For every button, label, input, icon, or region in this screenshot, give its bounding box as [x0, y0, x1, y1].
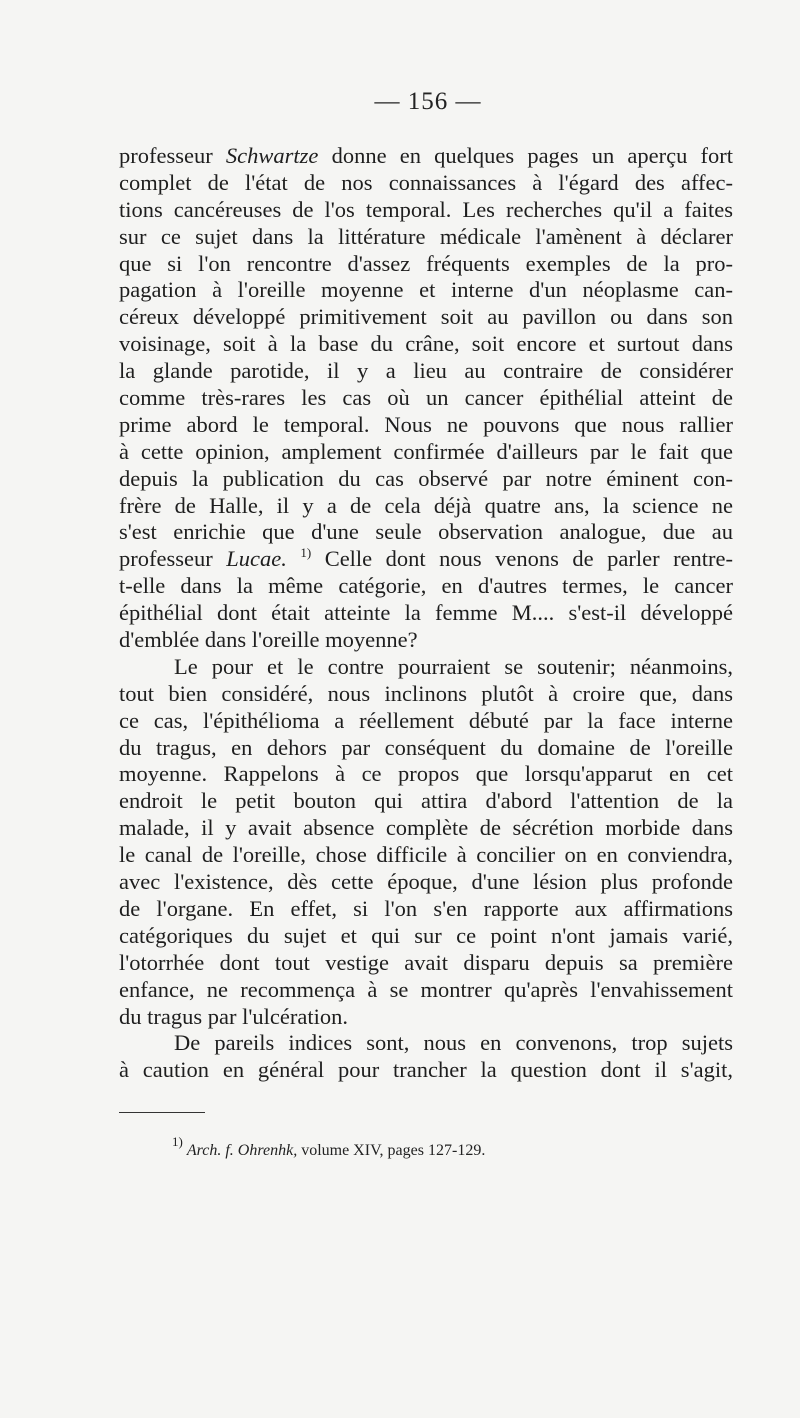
text-line: du tragus, en dehors par conséquent du domaine de l'oreille [119, 734, 733, 760]
text-line: malade, il y avait absence complète de sécrétion morbide dans [119, 815, 733, 841]
text-line: épithélial dont était atteinte la femme M.... s'est-il développé [119, 600, 733, 626]
text-line: du tragus par l'ulcération. [119, 1003, 348, 1029]
text-line: enfance, ne recommença à se montrer qu'après l'envahissement [119, 976, 733, 1002]
text-line: moyenne. Rappelons à ce propos que lorsqu'apparut en cet [119, 761, 733, 787]
text-line: d'emblée dans l'oreille moyenne? [119, 627, 418, 653]
text-line: t-elle dans la même catégorie, en d'autres termes, le cancer [119, 573, 733, 599]
text-line: que si l'on rencontre d'assez fréquents exemples de la pro- [119, 250, 733, 276]
footnote-marker: 1) [172, 1134, 183, 1149]
text-line: de l'organe. En effet, si l'on s'en rapporte aux affirmations [119, 895, 733, 921]
text-line: comme très-rares les cas où un cancer épithélial atteint de [119, 385, 733, 411]
text-segment: professeur [119, 546, 213, 572]
text-line: voisinage, soit à la base du crâne, soit encore et surtout dans [119, 331, 733, 357]
text-line: la glande parotide, il y a lieu au contraire de considérer [119, 358, 733, 384]
author-name: Lucae. [226, 546, 287, 572]
text-line: tions cancéreuses de l'os temporal. Les recherches qu'il a faites [119, 196, 733, 222]
text-line: De pareils indices sont, nous en convenons, trop sujets [174, 1030, 733, 1056]
footnote-rule [119, 1112, 205, 1113]
text-line: Le pour et le contre pourraient se soutenir; néanmoins, [174, 653, 733, 679]
text-line [119, 546, 733, 573]
text-segment: Celle dont nous venons de parler rentre- [324, 546, 734, 572]
text-line: le canal de l'oreille, chose difficile à concilier on en conviendra, [119, 842, 733, 868]
text-line: céreux développé primitivement soit au pavillon ou dans son [119, 304, 733, 330]
text-line: depuis la publication du cas observé par notre éminent con- [119, 465, 733, 491]
author-name: Schwartze [225, 143, 319, 168]
text-line: ce cas, l'épithélioma a réellement débuté par la face interne [119, 707, 733, 733]
text-segment: donne en quelques pages un aperçu fort [331, 143, 734, 168]
text-line: tout bien considéré, nous inclinons plutôt à croire que, dans [119, 680, 733, 706]
text-line: prime abord le temporal. Nous ne pouvons que nous rallier [119, 411, 733, 437]
text-segment: professeur [119, 143, 213, 168]
text-line: s'est enrichie que d'une seule observation analogue, due au [119, 519, 733, 545]
text-line: sur ce sujet dans la littérature médicale l'amènent à déclarer [119, 223, 733, 249]
text-line: à caution en général pour trancher la question dont il s'agit, [119, 1057, 733, 1083]
text-line: complet de l'état de nos connaissances à l'égard des affec- [119, 169, 733, 195]
text-line: catégoriques du sujet et qui sur ce point n'ont jamais varié, [119, 922, 733, 948]
footnote [172, 1134, 486, 1160]
body-text [119, 143, 733, 1084]
text-line: à cette opinion, amplement confirmée d'ailleurs par le fait que [119, 438, 733, 464]
text-line: frère de Halle, il y a de cela déjà quatre ans, la science ne [119, 492, 733, 518]
text-line [119, 143, 733, 170]
text-line: l'otorrhée dont tout vestige avait disparu depuis sa première [119, 949, 733, 975]
text-line: endroit le petit bouton qui attira d'abord l'attention de la [119, 788, 733, 814]
footnote-source: Arch. f. Ohrenhk, [186, 1142, 298, 1159]
footnote-reference: 1) [300, 545, 312, 561]
page-number: — 156 — [374, 88, 482, 115]
text-line: avec l'existence, dès cette époque, d'une lésion plus profonde [119, 869, 733, 895]
text-line: pagation à l'oreille moyenne et interne d'un néoplasme can- [119, 277, 733, 303]
footnote-detail: volume XIV, pages 127-129. [301, 1142, 486, 1159]
